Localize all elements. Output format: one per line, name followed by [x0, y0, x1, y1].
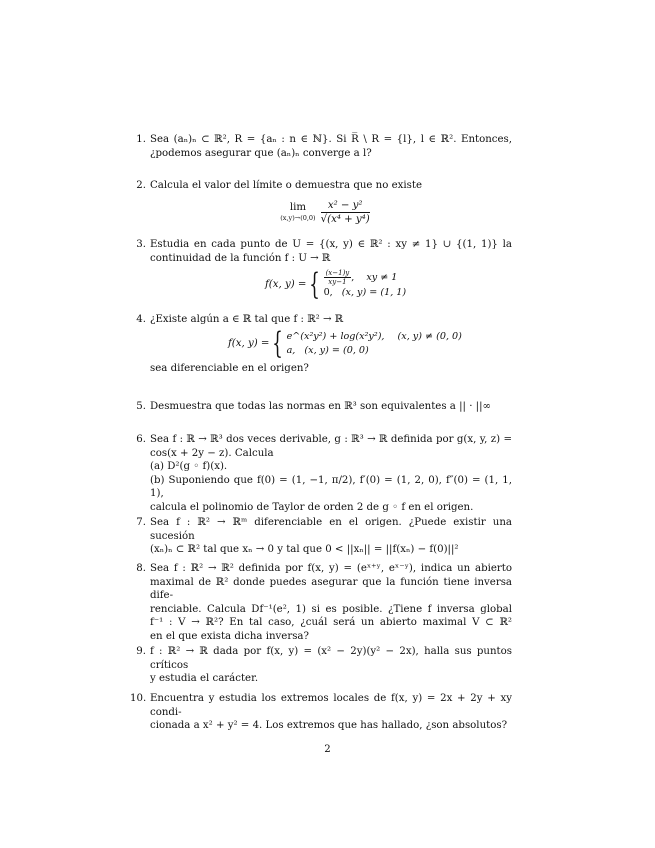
problem-text: (xₙ)ₙ ⊂ ℝ² tal que xₙ → 0 y tal que 0 < ||xₙ|| = ||f(xₙ) − f(0)||²	[150, 544, 459, 556]
problem-number: 1.	[136, 134, 146, 145]
fraction-numerator: x² − y²	[321, 199, 370, 213]
problem-number: 5.	[136, 401, 146, 412]
problem-text: cos(x + 2y − z). Calcula	[150, 447, 274, 459]
piecewise-function	[265, 266, 512, 302]
problem-number: 6.	[136, 434, 146, 445]
page-number: 2	[324, 744, 331, 755]
lim-operator: lim	[289, 202, 307, 214]
piecewise-function	[228, 325, 512, 361]
problem-number: 3.	[136, 239, 146, 250]
function-lhs: f(x, y) =	[228, 337, 270, 349]
problem-text: f : ℝ² → ℝ dada por f(x, y) = (x² − 2y)(y² − 2x), halla sus puntos críticos	[150, 646, 512, 671]
problem-6	[136, 433, 512, 515]
fraction-denominator: √(x⁴ + y⁴)	[320, 213, 370, 225]
problem-text: ¿Existe algún a ∈ ℝ tal que f : ℝ² → ℝ	[150, 314, 344, 325]
case-value: 0,	[323, 287, 333, 299]
case-numerator: (x−1)y	[325, 269, 350, 278]
left-brace: {	[309, 266, 321, 302]
problem-7	[136, 516, 512, 557]
case-condition: (x, y) = (0, 0)	[304, 344, 369, 356]
problem-3	[136, 238, 512, 302]
problem-text: calcula el polinomio de Taylor de orden 2 de g ◦ f en el origen.	[150, 501, 474, 513]
case-condition: xy ≠ 1	[366, 271, 398, 283]
problem-text: Sea (aₙ)ₙ ⊂ ℝ², R = {aₙ : n ∈ ℕ}. Si R̅ \ R = {l}, l ∈ ℝ². Entonces,	[150, 134, 512, 145]
problem-text: Calcula el valor del límite o demuestra que no existe	[150, 180, 423, 191]
problem-8	[136, 562, 512, 644]
cases	[287, 330, 462, 358]
problem-4	[136, 313, 512, 375]
case-condition: (x, y) ≠ (0, 0)	[397, 330, 462, 342]
problem-number: 9.	[136, 646, 146, 657]
problem-number: 2.	[136, 180, 146, 191]
problem-text: y estudia el carácter.	[150, 673, 259, 685]
problem-9	[136, 645, 512, 686]
problem-text: ¿podemos asegurar que (aₙ)ₙ converge a l?	[150, 147, 372, 159]
problem-number: 8.	[136, 563, 146, 574]
problem-text: maximal de ℝ² donde puedes asegurar que la función tiene inversa dife-	[150, 576, 512, 602]
case-condition: (x, y) = (1, 1)	[341, 287, 407, 299]
problem-text: f⁻¹ : V → ℝ²? En tal caso, ¿cuál será un abierto maximal V ⊂ ℝ²	[150, 617, 512, 629]
problem-1	[136, 133, 512, 160]
problem-5	[136, 400, 512, 414]
case-value: a,	[286, 344, 296, 356]
problem-number: 4.	[136, 314, 146, 325]
problem-text: Desmuestra que todas las normas en ℝ³ son equivalentes a || · ||∞	[150, 401, 492, 412]
problem-part-b: (b) Suponiendo que f(0) = (1, −1, π/2), f′(0) = (1, 2, 0), f″(0) = (1, 1, 1),	[150, 474, 512, 500]
lim-subscript: (x,y)→(0,0)	[280, 214, 316, 223]
cases: $\frac{(x-1)y}{xy-1}$ , xy ≠ 1 0, (x, y) = (1, 1)	[323, 269, 407, 299]
problem-2	[136, 179, 512, 226]
problem-text: Sea f : ℝ² → ℝᵐ diferenciable en el origen. ¿Puede existir una sucesión	[150, 517, 512, 542]
problem-text: Sea f : ℝ² → ℝ² definida por f(x, y) = (eˣ⁺ʸ, eˣ⁻ʸ), indica un abierto	[150, 563, 512, 574]
problem-10	[130, 692, 512, 733]
problem-text: continuidad de la función f : U → ℝ	[150, 252, 331, 264]
problem-text: Sea f : ℝ → ℝ³ dos veces derivable, g : ℝ³ → ℝ definida por g(x, y, z) =	[150, 434, 512, 445]
problem-number: 7.	[136, 517, 146, 528]
case-denominator: xy−1	[328, 278, 347, 287]
limit-formula	[138, 199, 512, 226]
case-value: e^(x²y²) + log(x²y²),	[286, 330, 385, 342]
problem-part-a: (a) D²(g ◦ f)(x).	[150, 461, 228, 473]
problem-text: renciable. Calcula Df⁻¹(e², 1) si es posible. ¿Tiene f inversa global	[150, 603, 512, 615]
problem-text: sea diferenciable en el origen?	[150, 362, 309, 374]
problem-text: Encuentra y estudia los extremos locales de f(x, y) = 2x + 2y + xy condi-	[150, 693, 512, 718]
limit-fraction	[321, 199, 370, 226]
problem-text: cionada a x² + y² = 4. Los extremos que has hallado, ¿son absolutos?	[150, 720, 508, 732]
problem-text: en el que exista dicha inversa?	[150, 630, 309, 642]
problem-number: 10.	[130, 693, 147, 704]
function-lhs: f(x, y) =	[265, 278, 307, 290]
problem-text: Estudia en cada punto de U = {(x, y) ∈ ℝ² : xy ≠ 1} ∪ {(1, 1)} la	[150, 239, 512, 250]
left-brace: {	[272, 325, 284, 361]
case-fraction	[324, 269, 352, 286]
